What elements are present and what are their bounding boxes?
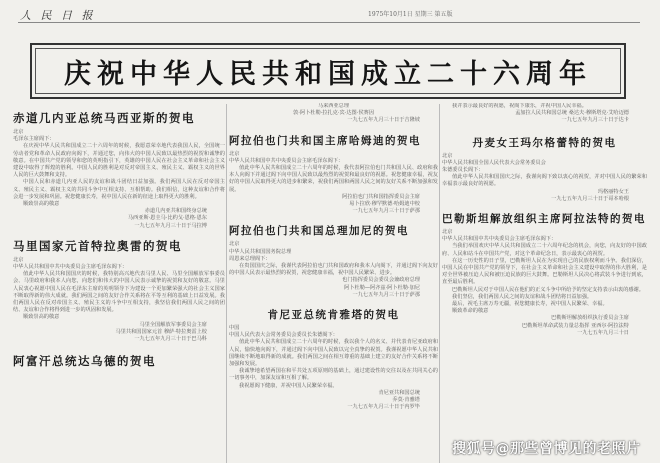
signature: 敦·阿卜杜勒·拉扎克·宾·达图·侯赛因 <box>293 110 374 117</box>
recipient-city: 北京 <box>442 229 453 236</box>
signature: 马西亚斯·恩圭马·比约戈·恩格·恩东 <box>127 215 207 222</box>
signature: 赤道几内亚共和国终身总统 <box>144 208 207 215</box>
signature: 乔莫·肯雅塔 <box>392 397 420 404</box>
paragraph: 在这一历史性的日子里，巴勒斯坦人民在为实现自己的民族权利而斗争。我们深信，中国人民在中国共产党的领导下，在社会主义革命和社会主义建设中取得的伟大胜利，是对全世界被压迫人民和被压迫民族的巨大鼓舞。巴勒斯坦人民决心将武装斗争进行到底，直至最后胜利。 <box>442 257 647 286</box>
recipient-city: 北京 <box>13 129 24 135</box>
column-middle <box>229 103 438 463</box>
date: 一九七五年九月三十日 <box>577 329 629 336</box>
column-divider <box>226 104 227 463</box>
article-body <box>442 229 647 337</box>
article-title: 肯尼亚总统肯雅塔的贺电 <box>267 309 400 322</box>
recipient-city: 北京 <box>229 150 240 157</box>
lead-in <box>442 103 647 125</box>
recipient-city: 中国 <box>229 325 240 332</box>
signature: 肯尼亚共和国总统 <box>378 389 420 396</box>
paragraph: 当我们举国欢庆中华人民共和国成立二十六周年纪念的机会，向您，向友好的中国政府、人民和站斗在中国共产党，对这个革命纪念日，表示最衷心的祝贺。 <box>442 243 647 257</box>
salutation: 周恩来总理阁下： <box>229 255 271 262</box>
date: 一九七五年九月三十日于吉隆坡 <box>347 117 420 124</box>
paragraph: 我祝愿阁下健康，并祝中国人民繁荣幸福。 <box>239 382 338 389</box>
article-title: 阿富汗总统达乌德的贺电 <box>13 354 156 369</box>
paragraph: 中国人民和赤道几内亚人民的友谊和战斗团结日益加强。我们两国人民在反对帝国主义、殖民主义、霸权主义的共同斗争中互相支持、互相帮助。我们相信，这种友谊和合作将会进一步发展和巩固。祝您健康长寿，祝中国人民在新的征途上取得更大的胜利。 <box>13 179 225 200</box>
paragraph: 值此中华人民共和国国庆的时候，我特别高兴地代表马里人民、马里全国解放军事委员会、马里政府和我本人向您，向您们和伟大的中国人民表示诚挚的祝贺和友好的敬意。马里人民衷心祝愿中国人民在毛泽东主席的英明领导下为建设一个更加繁荣强大的社会主义国家不断取得新的伟大成就。我们两国之间的友好合作关系将在平等互利的基础上日益发展。我们两国人民在反对帝国主义、殖民主义的斗争中互相支持，我坚信我们两国人民之间的团结、友谊和合作将得到进一步的巩固和发展。 <box>13 271 225 314</box>
signature: 易卜拉欣·穆罕默德·哈姆迪中校 <box>349 201 420 208</box>
date: 一九七五年九月三十日于巴马科 <box>134 336 207 343</box>
date: 一九七五年九月三十日于萨那 <box>352 208 420 215</box>
recipient-city: 北京 <box>13 256 24 263</box>
date: 一九七五年九月三十日于内罗毕 <box>347 404 420 411</box>
paragraph: 最后，祝毛主席万寿无疆，祝您健康长寿，祝中国人民繁荣、幸福。 <box>452 301 608 308</box>
salutation: 朱德委员长阁下： <box>442 167 484 174</box>
salutation: 中国人民代表大会常务委员会委员长朱德阁下： <box>229 332 338 339</box>
article-title: 丹麦女王玛尔格蕾特的贺电 <box>472 136 617 149</box>
signature: 巴勒斯坦革命武装力量总指挥 亚西尔·阿拉法特 <box>521 322 629 329</box>
article-title: 阿拉伯也门共和国主席哈姆迪的贺电 <box>229 134 421 147</box>
paragraph: 在庆祝中华人民共和国成立二十六周年的时候，我愿意荣幸地代表我国人民，全国统一劳动者党和革命人民政府向阁下，并通过您，向伟大的中国人民致以最热烈的祝贺和诚挚的敬意。在中国共产党的领导和您的英明指引下，英雄的中国人民在社会主义革命和社会主义建设中取得了辉煌的胜利。中国人民的胜利是对反对帝国主义、殖民主义、霸权主义的世界人民的巨大鼓舞和支持。 <box>13 143 225 179</box>
article-title: 巴勒斯坦解放组织主席阿拉法特的贺电 <box>442 213 646 226</box>
paragraph: 值此中华人民共和国成立二十六周年的时候，我以我个人的名义、并代表肯尼亚政府和人民，愉快地向阁下，并通过阁下向中国人民致以完全真挚的祝贺。我谨祝愿中华人民共和国继续不断地取得新的成就。我们两国之间在相互尊重的基础上建立的友好合作关系将不断加强和发展。 <box>229 339 438 368</box>
article-body <box>229 241 438 299</box>
recipient-city: 北京 <box>229 241 240 248</box>
article-body <box>229 325 438 411</box>
top-rule <box>18 22 640 23</box>
dateline: 1975年10月1日 星期三 第五版 <box>368 11 453 18</box>
article-body <box>442 153 647 203</box>
article-body <box>13 129 225 230</box>
date: 一九七五年九月三十日于达卡 <box>561 117 629 124</box>
lead-in <box>229 103 438 125</box>
date: 一九七五年九月三十日于哥本哈根 <box>551 195 629 202</box>
recipient-city: 北京 <box>442 152 453 159</box>
salutation: 中华人民共和国中共中央委员会主席毛泽东阁下： <box>442 236 557 243</box>
signature: 马里共和国国家元首 穆萨·特拉奥雷上校 <box>115 328 207 335</box>
column-divider <box>439 104 440 463</box>
signature: 阿拉伯也门共和国指挥委员会主席 <box>342 193 420 200</box>
paragraph: 我并表示最良好的祝愿，祝阁下康乐，并祝中国人民幸福。 <box>452 103 587 109</box>
date: 一九七五年九月三十日于马拉博 <box>134 222 207 229</box>
signature: 巴勒斯坦解放组织执行委员会主席 <box>551 315 629 322</box>
paragraph: 值此中华人民共和国国庆之际，我谨向阁下致以衷心的祝贺，并对中国人民的繁荣和幸福表示最良好的祝愿。 <box>442 174 647 188</box>
salutation: 中华人民共和国全国人民代表大会常务委员会 <box>442 159 546 166</box>
closing: 顺致崇高的敬意 <box>23 201 60 208</box>
article-title: 赤道几内亚总统马西亚斯的贺电 <box>13 111 195 125</box>
signature: 马里全国解放军事委员会主席 <box>139 321 207 328</box>
masthead: 人 民 日 报 <box>20 9 96 22</box>
closing: 顺致崇高的敬意 <box>23 314 60 321</box>
signature: 也门指挥委员会委员会兼政府总理 <box>342 277 420 284</box>
paragraph: 值此中华人民共和国成立二十六周年的时候，我代表阿拉伯也门共和国人民、政府和我本人向阁下并通过阁下向中国人民致以最热烈的祝贺和最良好的祝愿。祝您健康幸福，祝友好的中国人民取得更大的进步和繁荣，祝我们两国和两国人民之间的友好关系不断加强和发展。 <box>229 165 438 193</box>
column-left <box>13 110 225 463</box>
salutation: 中华人民共和国中共中央委员会主席毛泽东阁下： <box>229 157 344 164</box>
headline-box <box>30 43 626 99</box>
column-right <box>442 103 647 463</box>
signature: 马来西亚总理 <box>317 103 350 109</box>
salutation: 中华人民共和国中共中央委员会主席毛泽东阁下： <box>13 264 128 271</box>
signature: 玛格丽特女王 <box>597 188 629 195</box>
salutation: 毛泽东主席阁下： <box>13 136 55 143</box>
closing: 顺致革命的敬意 <box>452 308 489 315</box>
article-body <box>229 151 438 216</box>
headline: 庆祝中华人民共和国成立二十六周年 <box>64 58 592 90</box>
watermark: 搜狐号@那些曾博见的老照片 <box>452 441 641 457</box>
signature: 阿卜杜勒—阿齐兹·阿卜杜勒·加尼 <box>344 284 420 291</box>
salutation: 中华人民共和国国务院总理 <box>229 248 292 255</box>
paragraph: 我诚挚地希望两国在和平共处五项原则的基础上，通过建设性的交往以及在共同关心的一切事务中，加深友谊和互相了解。 <box>229 368 438 382</box>
article-body <box>13 257 225 343</box>
paragraph: 在贵国国庆之际，我谨代表阿拉伯也门共和国政府和我本人向阁下，并通过阁下向友好的中国人民表示最热烈的祝贺，祝您健康幸福，祝中国人民繁荣、进步。 <box>229 263 438 277</box>
paragraph: 巴勒斯坦人民对于中国人民在他们的正义斗争中所给予的坚定支持表示由衷的感谢。 <box>452 286 644 293</box>
article-title: 阿拉伯也门共和国总理加尼的贺电 <box>229 225 409 238</box>
signature: 孟加拉人民共和国总统 桑达夫·穆斯塔克·艾哈迈德 <box>515 110 629 117</box>
date: 一九七五年九月三十日于萨那 <box>352 291 420 298</box>
article-title: 马里国家元首特拉奥雷的贺电 <box>13 238 182 253</box>
paragraph: 我们坚信，我们两国人民之间的友谊和战斗团结将日益加强。 <box>452 293 593 300</box>
